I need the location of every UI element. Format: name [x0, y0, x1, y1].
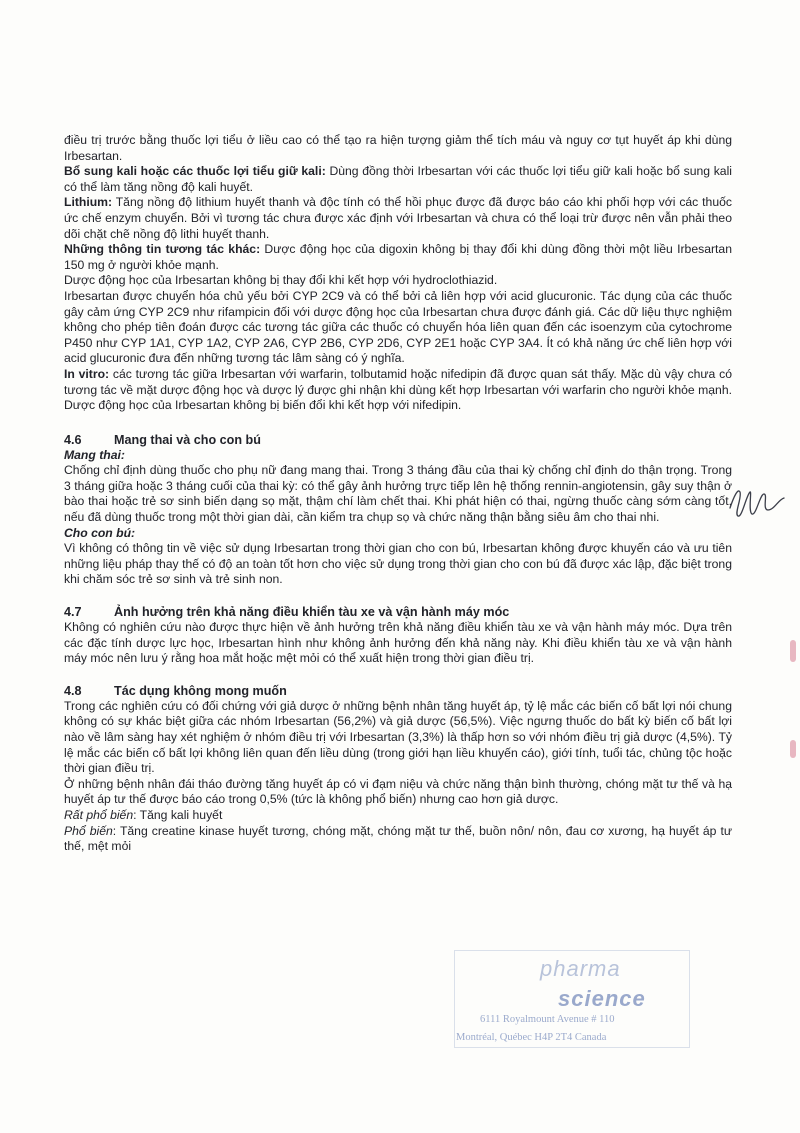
signature-icon [724, 478, 790, 526]
paragraph [64, 824, 732, 855]
section-4-7 [64, 604, 732, 667]
section-number: 4.6 [64, 432, 82, 447]
stamp-logo-bottom: science [558, 986, 646, 1011]
paragraph [64, 164, 732, 195]
stamp-logo-top: pharma [540, 956, 621, 981]
paragraph: Trong các nghiên cứu có đối chứng với giả dược ở những bệnh nhân tăng huyết áp, tỷ lệ mắc các biến cố bất lợi nói chung không có sự khác biệt giữa các nhóm Irbesartan (56,2%) và giả dược (56,5%). Việc ngưng thuốc do bất kỳ biến cố bất lợi nào về lâm sàng hay xét nghiệm ở nhóm điều trị với Irbesartan (3,3%) là thấp hơn so với nhóm điều trị giả dược (4,5%). Tỷ lệ mắc các biến cố bất lợi không liên quan đến liều dùng (trong giới hạn liều khuyến cáo), giới tính, tuổi tác, chủng tộc hoặc thời gian điều trị. [64, 698, 732, 776]
paragraph-text: các tương tác giữa Irbesartan với warfarin, tolbutamid hoặc nifedipin đã được quan sát thấy. Mặc dù vậy chưa có tương tác về mặt dược động học và dược lý được ghi nhận khi dùng kết hợp Irbesartan với warfarin cho người khỏe mạnh. Dược động học của Irbesartan không bị biến đổi khi kết hợp với nifedipin. [64, 366, 732, 413]
stamp-address-line: Montréal, Québec H4P 2T4 Canada [456, 1032, 607, 1043]
subheading: Mang thai: [64, 447, 125, 462]
paragraph-text: : Tăng creatine kinase huyết tương, chóng mặt, chóng mặt tư thế, buồn nôn/ nôn, đau cơ xương, hạ huyết áp tư thế, mệt mỏi [64, 823, 732, 854]
section-title: Tác dụng không mong muốn [114, 683, 287, 698]
section-heading [64, 432, 732, 448]
paragraph [64, 195, 732, 242]
paragraph-text: Dùng đồng thời Irbesartan với các thuốc lợi tiểu giữ kali hoặc bổ sung kali có thể làm tăng nồng độ kali huyết. [64, 164, 732, 194]
paragraph: Vì không có thông tin về việc sử dụng Irbesartan trong thời gian cho con bú, Irbesartan không được khuyến cáo và ưu tiên những liệu pháp thay thế có độ an toàn tốt hơn cho việc sử dụng trong thời gian cho con bú đã được xác lập, đặc biệt trong khi chăm sóc trẻ sơ sinh và trẻ sinh non. [64, 541, 732, 587]
section-4-6 [64, 432, 732, 588]
edge-mark [790, 640, 796, 662]
subheading: Cho con bú: [64, 525, 136, 540]
edge-mark [790, 740, 796, 758]
section-title: Ảnh hưởng trên khả năng điều khiển tàu xe và vận hành máy móc [114, 605, 510, 620]
section-heading [64, 604, 732, 620]
document-body [64, 133, 732, 855]
italic-label: Phổ biến [64, 823, 113, 838]
paragraph [64, 367, 732, 414]
paragraph-text: Dược động học của digoxin không bị thay đổi khi dùng đồng thời một liều Irbesartan 150 mg ở người khỏe mạnh. [64, 242, 732, 272]
section-title: Mang thai và cho con bú [114, 432, 261, 447]
stamp-address-line: 6111 Royalmount Avenue # 110 [480, 1014, 615, 1025]
paragraph [64, 242, 732, 273]
paragraph: Dược động học của Irbesartan không bị thay đổi khi kết hợp với hydroclothiazid. [64, 273, 498, 288]
section-4-8 [64, 683, 732, 855]
bold-label: Lithium: [64, 195, 113, 210]
paragraph: Không có nghiên cứu nào được thực hiện về ảnh hưởng trên khả năng điều khiển tàu xe và vận hành máy móc. Dựa trên các đặc tính dược lực học, Irbesartan hình như không ảnh hưởng đến khả năng này. Khi điều khiển tàu xe và vận hành máy móc nên lưu ý rằng hoa mắt hoặc mệt mỏi có thể xuất hiện trong thời gian điều trị. [64, 620, 732, 666]
paragraph-text: : Tăng kali huyết [133, 807, 223, 822]
section-heading [64, 683, 732, 699]
section-number: 4.8 [64, 683, 82, 698]
paragraph: điều trị trước bằng thuốc lợi tiểu ở liều cao có thể tạo ra hiện tượng giảm thể tích máu và nguy cơ tụt huyết áp khi dùng Irbesartan. [64, 133, 732, 163]
paragraph: Chống chỉ định dùng thuốc cho phụ nữ đang mang thai. Trong 3 tháng đầu của thai kỳ chống chỉ định do thận trọng. Trong 3 tháng giữa hoặc 3 tháng cuối của thai kỳ: có thể gây ảnh hưởng trực tiếp lên hệ thống rennin-angiotensin, gây suy thận ở bào thai hoặc trẻ sơ sinh biến dạng sọ mặt, thậm chí làm chết thai. Khi phát hiện có thai, ngừng thuốc càng sớm càng tốt, nếu đã dùng thuốc trong một thời gian dài, cần kiểm tra chụp sọ và chức năng thận bằng siêu âm cho thai nhi. [64, 463, 732, 525]
italic-label: Rất phổ biến [64, 807, 134, 822]
bold-label: Bổ sung kali hoặc các thuốc lợi tiểu giữ kali: [64, 164, 326, 179]
section-number: 4.7 [64, 605, 82, 620]
bold-label: Những thông tin tương tác khác: [64, 242, 261, 257]
company-stamp [450, 948, 694, 1050]
paragraph: Ở những bệnh nhân đái tháo đường tăng huyết áp có vi đạm niệu và chức năng thận bình thường, chóng mặt tư thế và hạ huyết áp tư thế được báo cáo trong 0,5% (tức là không phổ biến) nhưng cao hơn giả dược. [64, 776, 732, 807]
paragraph [64, 808, 732, 824]
paragraph: Irbesartan được chuyển hóa chủ yếu bởi CYP 2C9 và có thể bởi cả liên hợp với acid glucuronic. Tác dụng của các thuốc gây cảm ứng CYP 2C9 như rifampicin đối với dược động học của Irbesartan chưa được đánh giá. Các dữ liệu thực nghiệm không cho phép tiên đoán được các tương tác giữa các thuốc có chuyển hóa liên quan đến các isoenzym của cytochrome P450 như CYP 1A1, CYP 1A2, CYP 2A6, CYP 2B6, CYP 2D6, CYP 2E1 hoặc CYP 3A4. Ít có khả năng ức chế liên hợp với acid glucuronic đưa đến những tương tác lâm sàng có ý nghĩa. [64, 288, 732, 366]
bold-label: In vitro: [64, 366, 110, 381]
paragraph-text: Tăng nồng độ lithium huyết thanh và độc tính có thể hồi phục được đã được báo cáo khi phối hợp với các thuốc ức chế enzym chuyển. Bởi vì tương tác chưa được xác định với Irbesartan và chưa có thể loại trừ được nên vẫn phải theo dõi chặt chẽ nồng độ lithi huyết thanh. [64, 195, 732, 241]
